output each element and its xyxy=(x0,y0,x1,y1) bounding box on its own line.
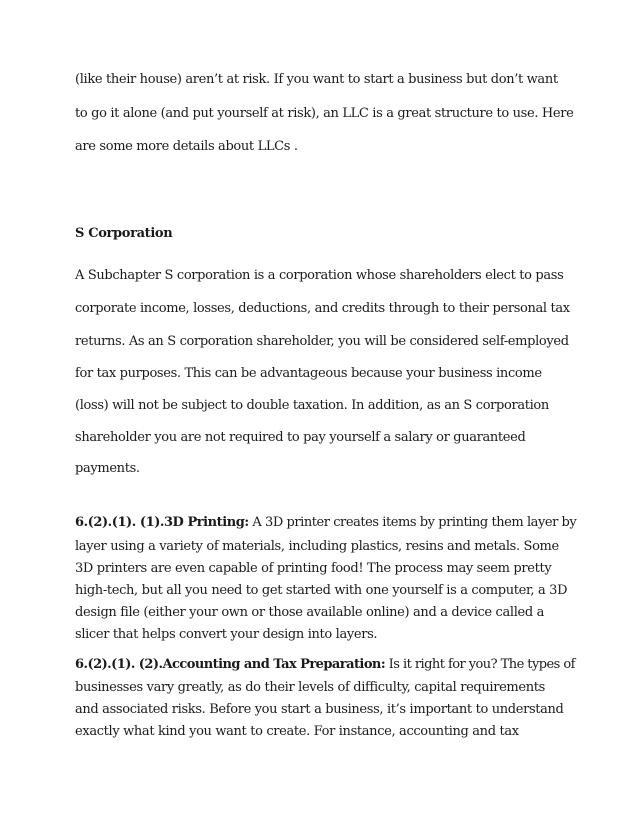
printing-line-6: slicer that helps convert your design into layers. xyxy=(75,627,378,642)
s-corp-line-6: shareholder you are not required to pay yourself a salary or guaranteed xyxy=(75,430,526,445)
printing-line-1 xyxy=(75,515,576,531)
printing-first-line-text: A 3D printer creates items by printing them layer by xyxy=(248,515,577,530)
printing-line-2: layer using a variety of materials, including plastics, resins and metals. Some xyxy=(75,539,559,554)
accounting-line-1 xyxy=(75,657,575,673)
s-corporation-heading: S Corporation xyxy=(75,226,173,241)
llc-line-3: are some more details about LLCs . xyxy=(75,139,298,154)
accounting-line-4: exactly what kind you want to create. For instance, accounting and tax xyxy=(75,724,519,739)
llc-line-2: to go it alone (and put yourself at risk), an LLC is a great structure to use. Here xyxy=(75,106,574,121)
s-corp-line-2: corporate income, losses, deductions, and credits through to their personal tax xyxy=(75,301,570,316)
accounting-label: 6.(2).(1). (2).Accounting and Tax Preparation: xyxy=(75,657,386,672)
accounting-first-line-text: Is it right for you? The types of xyxy=(385,657,575,672)
accounting-line-3: and associated risks. Before you start a business, it’s important to understand xyxy=(75,702,564,717)
s-corp-line-3: returns. As an S corporation shareholder, you will be considered self-employed xyxy=(75,334,569,349)
llc-line-1: (like their house) aren’t at risk. If you want to start a business but don’t want xyxy=(75,72,558,87)
s-corp-line-4: for tax purposes. This can be advantageous because your business income xyxy=(75,366,542,381)
printing-line-4: high-tech, but all you need to get started with one yourself is a computer, a 3D xyxy=(75,583,568,598)
s-corp-line-1: A Subchapter S corporation is a corporation whose shareholders elect to pass xyxy=(75,268,564,283)
printing-label: 6.(2).(1). (1).3D Printing: xyxy=(75,515,249,530)
printing-line-5: design file (either your own or those available online) and a device called a xyxy=(75,605,545,620)
printing-line-3: 3D printers are even capable of printing food! The process may seem pretty xyxy=(75,561,552,576)
s-corp-line-7: payments. xyxy=(75,461,140,476)
s-corp-line-5: (loss) will not be subject to double taxation. In addition, as an S corporation xyxy=(75,398,549,413)
accounting-line-2: businesses vary greatly, as do their levels of difficulty, capital requirements xyxy=(75,680,545,695)
